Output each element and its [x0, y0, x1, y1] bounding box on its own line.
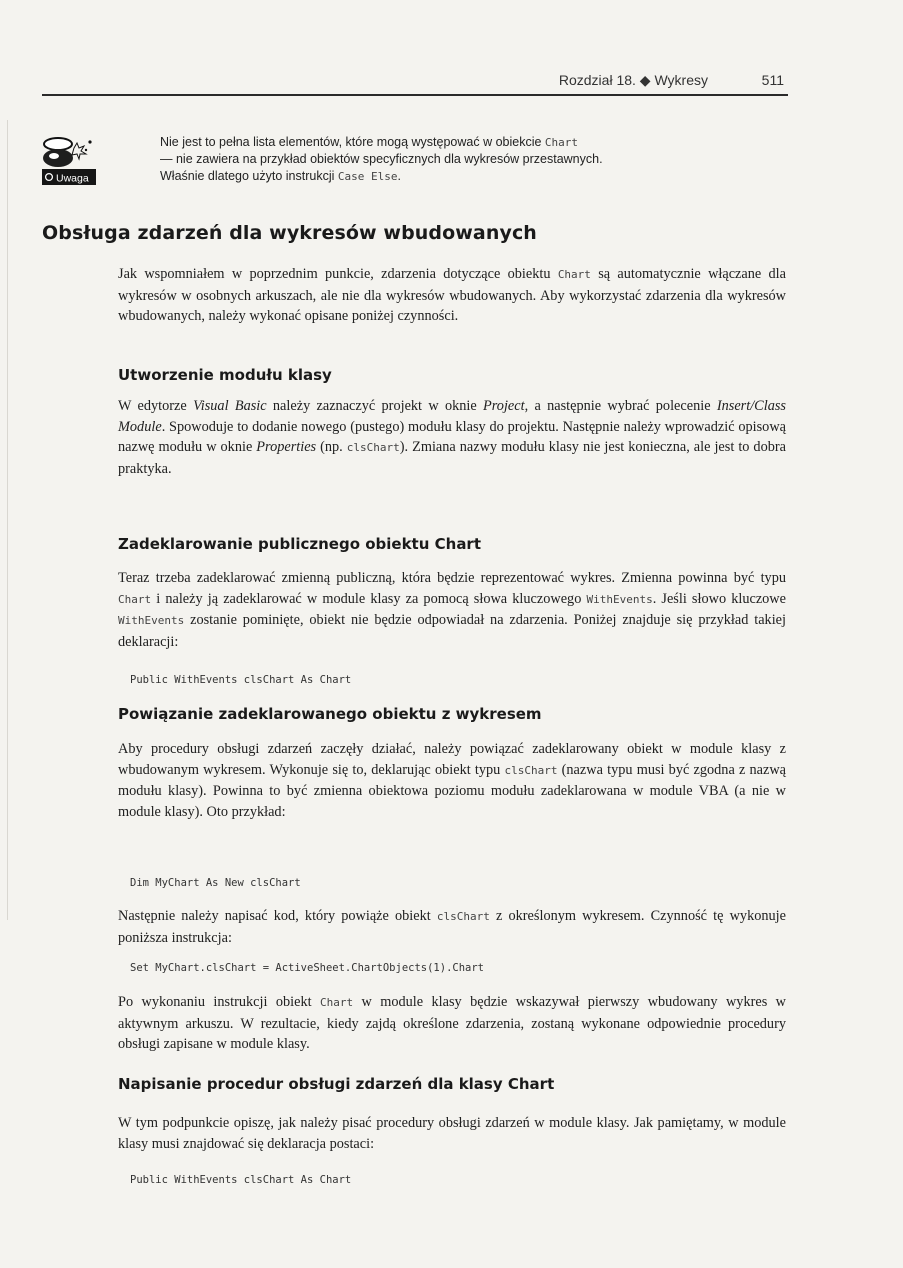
- code-sample-declaration: Public WithEvents clsChart As Chart: [130, 674, 352, 686]
- paragraph-bind-chart-3: Po wykonaniu instrukcji obiekt Chart w module klasy będzie wskazywał pierwszy wbudowany wykres w aktywnym arkuszu. W rezultacie, kiedy zajdą określone zdarzenia, zostaną wykonane odpowiednie procedury obsługi zapisane w module klasy.: [118, 994, 786, 1052]
- paragraph-bind-chart-1: Aby procedury obsługi zdarzeń zaczęły działać, należy powiązać zadeklarowany obiekt w module klasy z wbudowanym wykresem. Wykonuje się to, deklarując obiekt typu clsChart (nazwa typu musi być zgodna z nazwą modułu klasy). Powinna to być zmienna obiektowa poziomu modułu zadeklarowana w module VBA (a nie w module klasy). Oto przykład:: [118, 741, 787, 820]
- note-line-1: Nie jest to pełna lista elementów, które mogą występować w obiekcie Chart: [160, 135, 579, 149]
- subheading-class-module: Utworzenie modułu klasy: [118, 366, 332, 384]
- inline-code: Chart: [557, 268, 591, 281]
- inline-code: Chart: [544, 136, 579, 149]
- code-sample-dim: Dim MyChart As New clsChart: [130, 877, 301, 889]
- inline-code: Chart: [118, 592, 152, 606]
- page-edge-line: [7, 120, 8, 920]
- subheading-event-procedures: Napisanie procedur obsługi zdarzeń dla klasy Chart: [118, 1075, 555, 1093]
- paragraph-class-module: W edytorze Visual Basic należy zaznaczyć projekt w oknie Project, a następnie wybrać polecenie Insert/Class Module. Spowoduje to dodanie nowego (pustego) modułu klasy do projektu. Następnie należy wprowadzić opisową nazwę modułu w oknie Properties (np. clsChart). Zmiana nazwy modułu klasy nie jest konieczna, ale jest to dobra praktyka.: [118, 398, 786, 477]
- page-number: 511: [761, 72, 784, 88]
- note-box: [42, 132, 782, 194]
- running-header: [42, 66, 788, 96]
- inline-code: clsChart: [504, 763, 558, 777]
- note-line-2: — nie zawiera na przykład obiektów specyficznych dla wykresów przestawnych.: [160, 152, 603, 166]
- inline-code: clsChart: [436, 910, 490, 923]
- paragraph-bind-chart-2: Następnie należy napisać kod, który powiąże obiekt clsChart z określonym wykresem. Czynność tę wykonuje poniższa instrukcja:: [118, 908, 786, 946]
- section-heading: Obsługa zdarzeń dla wykresów wbudowanych: [42, 222, 537, 244]
- inline-code: Case Else: [337, 170, 398, 183]
- section-intro-paragraph: Jak wspomniałem w poprzednim punkcie, zdarzenia dotyczące obiektu Chart są automatycznie włączane dla wykresów w osobnych arkuszach, ale nie dla wykresów wbudowanych. Aby wykorzystać zdarzenia dla wykresów wbudowanych, należy wykonać opisane poniżej czynności.: [118, 266, 786, 324]
- subheading-public-chart: Zadeklarowanie publicznego obiektu Chart: [118, 535, 482, 553]
- paragraph-public-chart: Teraz trzeba zadeklarować zmienną publiczną, która będzie reprezentować wykres. Zmienna powinna być typu Chart i należy ją zadeklarować w module klasy za pomocą słowa kluczowego WithEvents. Jeśli słowo kluczowe WithEvents zostanie pominięte, obiekt nie będzie odpowiadał na zdarzenia. Poniżej znajduje się przykład takiej deklaracji:: [118, 570, 786, 650]
- inline-code: clsChart: [346, 441, 400, 454]
- note-icon: [42, 134, 116, 188]
- note-line-3: Właśnie dlatego użyto instrukcji Case Else.: [160, 169, 401, 183]
- inline-code: WithEvents: [118, 614, 185, 627]
- inline-code: Chart: [319, 996, 354, 1009]
- note-text: [160, 134, 780, 185]
- inline-code: WithEvents: [586, 592, 653, 606]
- code-sample-set: Set MyChart.clsChart = ActiveSheet.ChartObjects(1).Chart: [130, 962, 485, 974]
- paragraph-event-procedures: W tym podpunkcie opiszę, jak należy pisać procedury obsługi zdarzeń w module klasy. Jak pamiętamy, w module klasy musi znajdować się deklaracja postaci:: [118, 1115, 786, 1152]
- subheading-bind-chart: Powiązanie zadeklarowanego obiektu z wykresem: [118, 705, 542, 723]
- note-icon-label: Uwaga: [56, 172, 89, 185]
- chapter-title: Rozdział 18. ◆ Wykresy: [558, 72, 708, 88]
- code-sample-declaration-2: Public WithEvents clsChart As Chart: [130, 1174, 352, 1186]
